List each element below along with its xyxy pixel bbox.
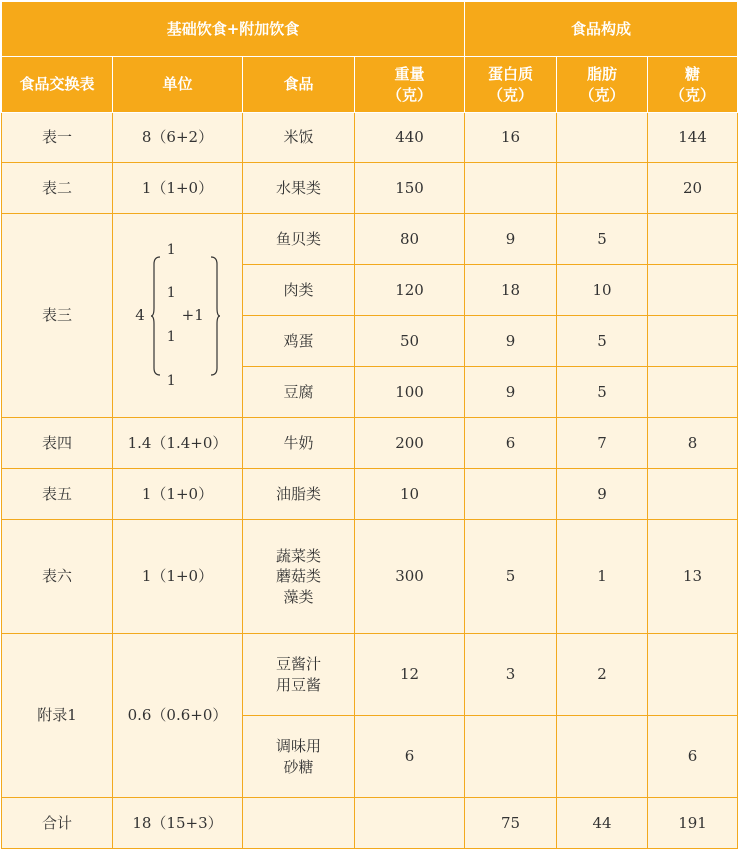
col-header-weight-line2: （克） bbox=[387, 85, 433, 104]
cell-unit-brace bbox=[113, 214, 243, 418]
cell-protein bbox=[465, 716, 557, 798]
cell-fat: 2 bbox=[557, 634, 648, 716]
cell-sugar: 13 bbox=[648, 520, 738, 634]
col-header-food: 食品 bbox=[243, 57, 355, 113]
cell-protein: 6 bbox=[465, 418, 557, 469]
col-header-protein-line2: （克） bbox=[488, 85, 534, 104]
cell-weight bbox=[355, 798, 465, 849]
cell-protein: 9 bbox=[465, 214, 557, 265]
cell-fat: 44 bbox=[557, 798, 648, 849]
cell-weight: 200 bbox=[355, 418, 465, 469]
table-row bbox=[2, 113, 738, 163]
table-row bbox=[2, 520, 738, 634]
col-header-fat-line1: 脂肪 bbox=[587, 65, 618, 84]
group-header-basic-plus-additional: 基础饮食+附加饮食 bbox=[2, 2, 465, 57]
cell-fat: 10 bbox=[557, 265, 648, 316]
cell-protein bbox=[465, 469, 557, 520]
cell-food: 豆腐 bbox=[243, 367, 355, 418]
table-row bbox=[2, 163, 738, 214]
cell-protein: 9 bbox=[465, 367, 557, 418]
cell-weight: 100 bbox=[355, 367, 465, 418]
cell-table: 表四 bbox=[2, 418, 113, 469]
col-header-fat-line2: （克） bbox=[579, 85, 625, 104]
cell-protein: 5 bbox=[465, 520, 557, 634]
cell-protein bbox=[465, 163, 557, 214]
left-brace-icon bbox=[151, 256, 161, 376]
cell-weight: 440 bbox=[355, 113, 465, 163]
col-header-exchange-table: 食品交换表 bbox=[2, 57, 113, 113]
cell-fat: 5 bbox=[557, 214, 648, 265]
cell-fat bbox=[557, 113, 648, 163]
col-header-sugar bbox=[648, 57, 738, 113]
food-line: 蘑菇类 bbox=[275, 567, 321, 586]
col-header-weight-line1: 重量 bbox=[394, 65, 425, 84]
cell-sugar: 191 bbox=[648, 798, 738, 849]
food-exchange-table bbox=[1, 1, 738, 849]
cell-protein: 18 bbox=[465, 265, 557, 316]
unit-brace-item: 1 bbox=[166, 241, 176, 258]
cell-food bbox=[243, 634, 355, 716]
food-line: 用豆酱 bbox=[275, 675, 321, 694]
cell-food: 油脂类 bbox=[243, 469, 355, 520]
cell-table: 表六 bbox=[2, 520, 113, 634]
cell-table: 表一 bbox=[2, 113, 113, 163]
cell-table: 表五 bbox=[2, 469, 113, 520]
col-header-protein bbox=[465, 57, 557, 113]
cell-table: 表三 bbox=[2, 214, 113, 418]
cell-fat: 7 bbox=[557, 418, 648, 469]
cell-sugar bbox=[648, 265, 738, 316]
cell-sugar bbox=[648, 214, 738, 265]
cell-food: 鸡蛋 bbox=[243, 316, 355, 367]
cell-sugar bbox=[648, 634, 738, 716]
cell-protein: 75 bbox=[465, 798, 557, 849]
col-header-fat bbox=[557, 57, 648, 113]
table-row-total bbox=[2, 798, 738, 849]
cell-weight: 6 bbox=[355, 716, 465, 798]
cell-weight: 80 bbox=[355, 214, 465, 265]
col-header-sugar-line2: （克） bbox=[670, 85, 716, 104]
food-line: 砂糖 bbox=[283, 757, 314, 776]
cell-fat: 1 bbox=[557, 520, 648, 634]
cell-unit: 0.6（0.6+0） bbox=[113, 634, 243, 798]
cell-sugar bbox=[648, 469, 738, 520]
cell-unit: 8（6+2） bbox=[113, 113, 243, 163]
cell-food bbox=[243, 798, 355, 849]
cell-fat: 5 bbox=[557, 316, 648, 367]
col-header-protein-line1: 蛋白质 bbox=[488, 65, 534, 84]
cell-weight: 10 bbox=[355, 469, 465, 520]
cell-table: 附录1 bbox=[2, 634, 113, 798]
cell-sugar bbox=[648, 316, 738, 367]
col-header-sugar-line1: 糖 bbox=[685, 65, 701, 84]
cell-food: 鱼贝类 bbox=[243, 214, 355, 265]
cell-food bbox=[243, 716, 355, 798]
unit-brace-group bbox=[135, 241, 220, 391]
cell-protein: 3 bbox=[465, 634, 557, 716]
cell-weight: 50 bbox=[355, 316, 465, 367]
unit-brace-prefix: 4 bbox=[135, 306, 145, 325]
cell-weight: 12 bbox=[355, 634, 465, 716]
cell-protein: 9 bbox=[465, 316, 557, 367]
food-line: 藻类 bbox=[283, 587, 314, 606]
unit-brace-item: 1 bbox=[166, 285, 176, 302]
cell-weight: 300 bbox=[355, 520, 465, 634]
cell-sugar: 20 bbox=[648, 163, 738, 214]
cell-weight: 120 bbox=[355, 265, 465, 316]
food-line: 蔬菜类 bbox=[275, 547, 321, 566]
cell-food bbox=[243, 520, 355, 634]
cell-sugar: 8 bbox=[648, 418, 738, 469]
cell-food: 水果类 bbox=[243, 163, 355, 214]
cell-unit: 1.4（1.4+0） bbox=[113, 418, 243, 469]
cell-food: 肉类 bbox=[243, 265, 355, 316]
cell-protein: 16 bbox=[465, 113, 557, 163]
group-header-food-composition: 食品构成 bbox=[465, 2, 738, 57]
cell-sugar bbox=[648, 367, 738, 418]
table-row bbox=[2, 214, 738, 265]
food-line: 豆酱汁 bbox=[275, 655, 321, 674]
cell-unit: 1（1+0） bbox=[113, 163, 243, 214]
col-header-unit: 单位 bbox=[113, 57, 243, 113]
table-row bbox=[2, 418, 738, 469]
cell-fat: 5 bbox=[557, 367, 648, 418]
cell-unit: 18（15+3） bbox=[113, 798, 243, 849]
cell-sugar: 144 bbox=[648, 113, 738, 163]
table-row bbox=[2, 469, 738, 520]
unit-brace-item: 1 bbox=[166, 328, 176, 345]
right-brace-icon bbox=[210, 256, 220, 376]
unit-brace-suffix: +1 bbox=[181, 306, 204, 325]
table-row bbox=[2, 634, 738, 716]
col-header-weight bbox=[355, 57, 465, 113]
cell-unit: 1（1+0） bbox=[113, 520, 243, 634]
cell-sugar: 6 bbox=[648, 716, 738, 798]
cell-food: 米饭 bbox=[243, 113, 355, 163]
cell-unit: 1（1+0） bbox=[113, 469, 243, 520]
unit-brace-item: 1 bbox=[166, 372, 176, 389]
cell-food: 牛奶 bbox=[243, 418, 355, 469]
cell-table: 合计 bbox=[2, 798, 113, 849]
cell-fat bbox=[557, 163, 648, 214]
food-line: 调味用 bbox=[275, 737, 321, 756]
cell-weight: 150 bbox=[355, 163, 465, 214]
cell-fat bbox=[557, 716, 648, 798]
unit-brace-items bbox=[167, 241, 176, 391]
cell-table: 表二 bbox=[2, 163, 113, 214]
cell-fat: 9 bbox=[557, 469, 648, 520]
